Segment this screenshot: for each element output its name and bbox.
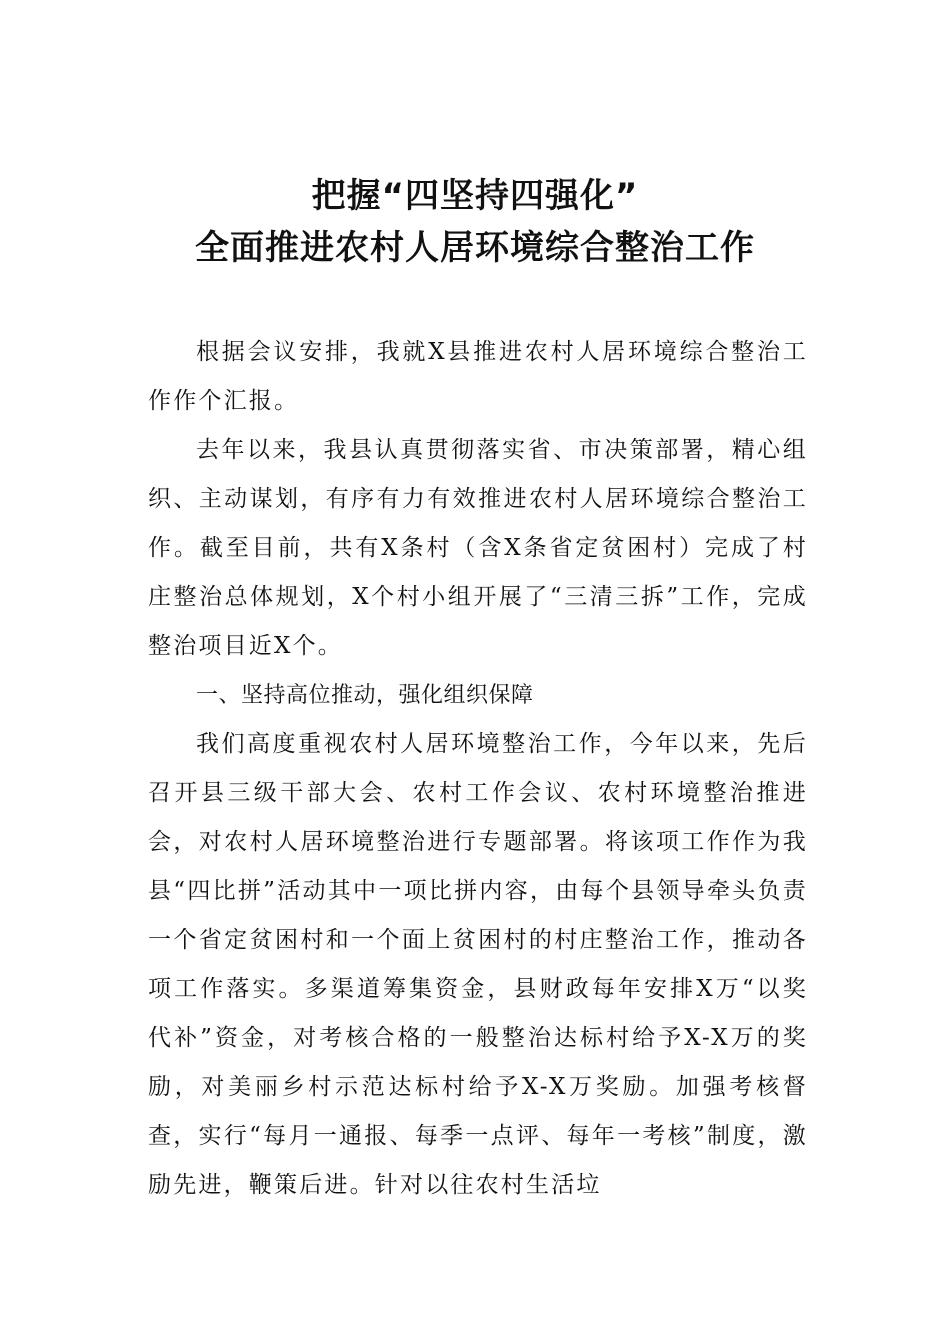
paragraph-intro: 根据会议安排，我就X县推进农村人居环境综合整治工作作个汇报。 [148, 339, 808, 414]
paragraph-section-1: 我们高度重视农村人居环境整治工作，今年以来，先后召开县三级干部大会、农村工作会议、农村环境整治推进会，对农村人居环境整治进行专题部署。将该项工作作为我县“四比拼”活动其中一项比拼内容，由每个县领导牵头负责一个省定贫困村和一个面上贫困村的村庄整治工作，推动各项工作落实。多渠道筹集资金，县财政每年安排X万“以奖代补”资金，对考核合格的一般整治达标村给予X-X万的奖励，对美丽乡村示范达标村给予X-X万奖励。加强考核督查，实行“每月一通报、每季一点评、每年一考核”制度，激励先进，鞭策后进。针对以往农村生活垃 [148, 731, 808, 1198]
document-title [0, 170, 950, 274]
title-line-1: 把握“四坚持四强化” [311, 176, 639, 216]
title-line-2: 全面推进农村人居环境综合整治工作 [195, 228, 755, 268]
section-heading-1: 一、坚持高位推动，强化组织保障 [196, 683, 534, 708]
paragraph-overview: 去年以来，我县认真贯彻落实省、市决策部署，精心组织、主动谋划，有序有力有效推进农村人居环境综合整治工作。截至目前，共有X条村（含X条省定贫困村）完成了村庄整治总体规划，X个村小组开展了“三清三拆”工作，完成整治项目近X个。 [148, 437, 808, 659]
document-body [148, 328, 808, 1210]
